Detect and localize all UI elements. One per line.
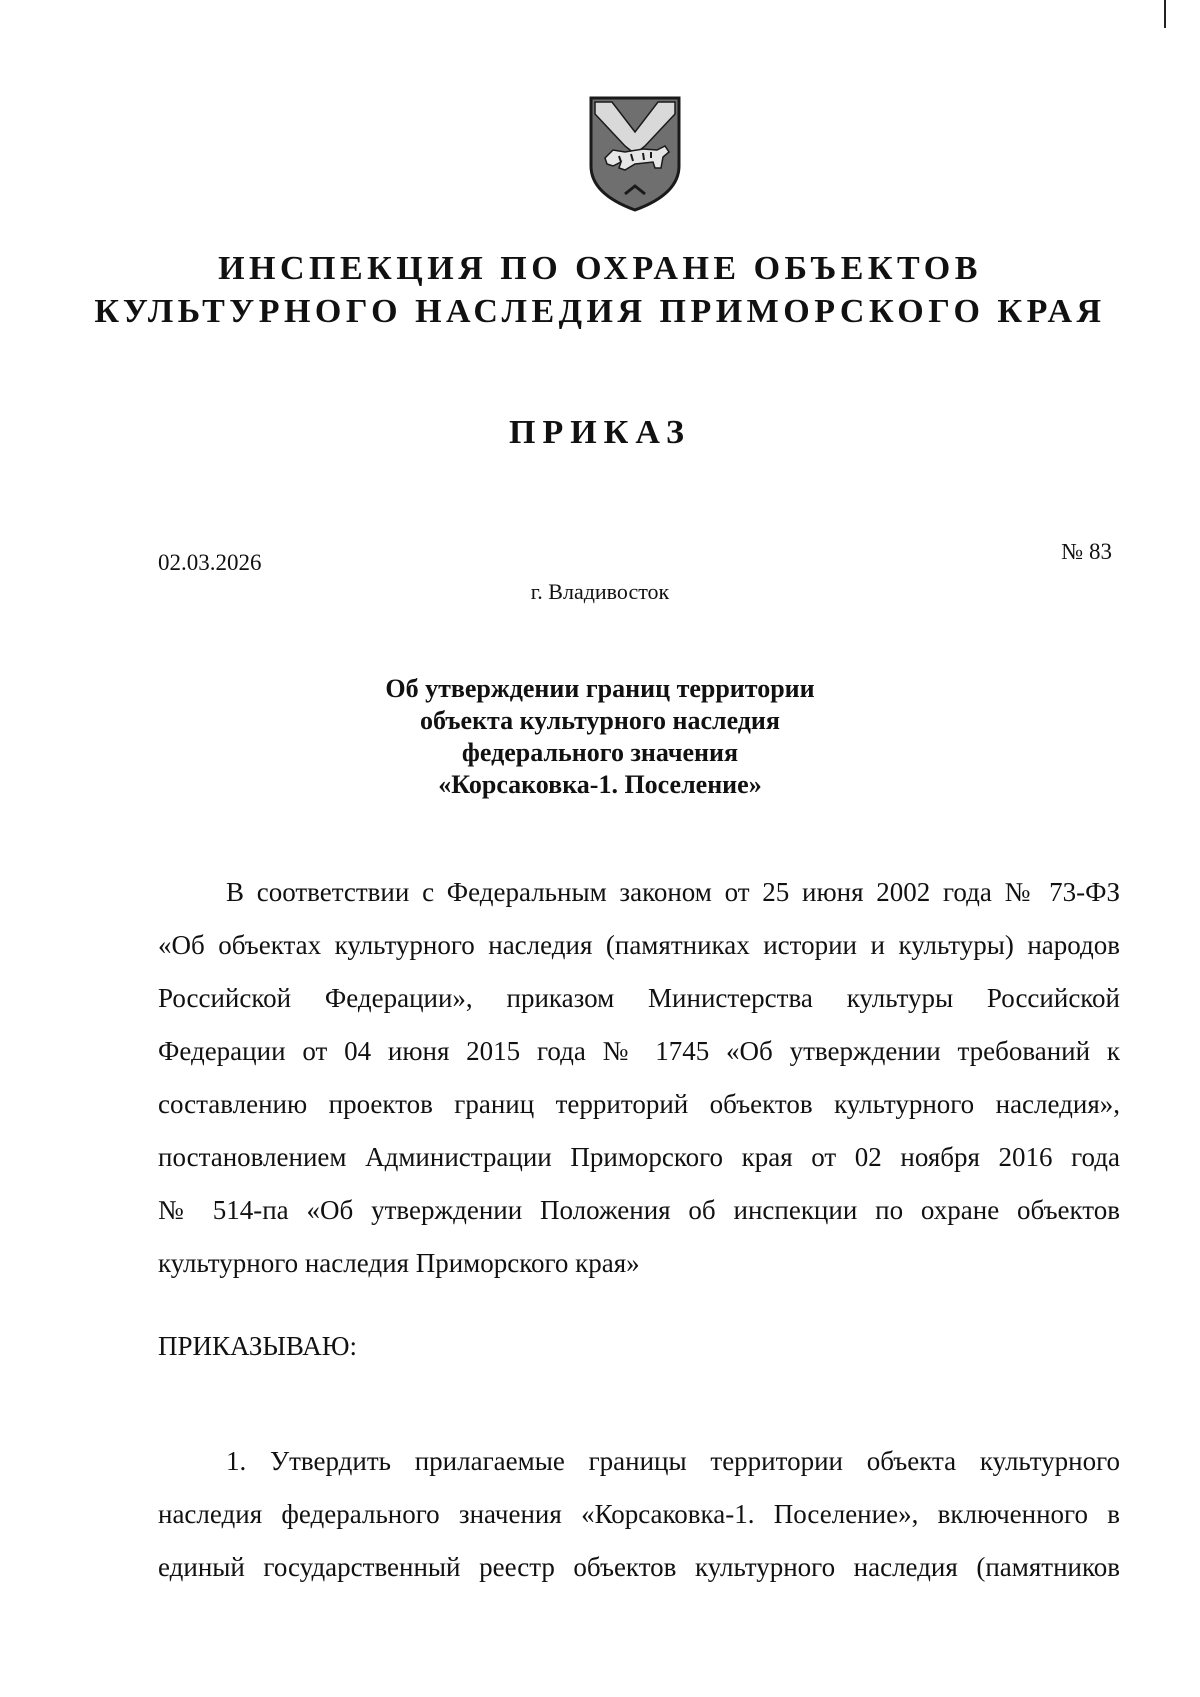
preamble-line: Российской Федерации», приказом Министерства культуры Российской: [158, 983, 1120, 1013]
preamble-line: «Об объектах культурного наследия (памятниках истории и культуры) народов: [158, 930, 1120, 960]
preamble-line: № 514-па «Об утверждении Положения об инспекции по охране объектов: [158, 1195, 1120, 1225]
order-item-1: [158, 1435, 1120, 1594]
order-item-line: единый государственный реестр объектов культурного наследия (памятников: [158, 1552, 1120, 1582]
preamble-line: составлению проектов границ территорий объектов культурного наследия»,: [158, 1089, 1120, 1119]
scan-edge-mark: [1164, 0, 1166, 28]
preamble-line: В соответствии с Федеральным законом от 25 июня 2002 года № 73-ФЗ: [226, 877, 1120, 907]
preamble-line: культурного наследия Приморского края»: [158, 1248, 640, 1278]
organization-name-line-1: ИНСПЕКЦИЯ ПО ОХРАНЕ ОБЪЕКТОВ: [218, 250, 982, 287]
order-title-line: Об утверждении границ территории: [385, 674, 815, 703]
order-directive: ПРИКАЗЫВАЮ:: [158, 1331, 357, 1361]
order-number: № 83: [1061, 539, 1112, 564]
coat-of-arms-icon: [585, 94, 685, 219]
organization-name-line-2: КУЛЬТУРНОГО НАСЛЕДИЯ ПРИМОРСКОГО КРАЯ: [94, 293, 1106, 330]
preamble-line: Федерации от 04 июня 2015 года № 1745 «Об утверждении требований к: [158, 1036, 1120, 1066]
issue-city: г. Владивосток: [530, 579, 670, 604]
order-date: 02.03.2026: [158, 550, 262, 575]
order-title-line: федерального значения: [461, 738, 739, 767]
preamble-line: постановлением Администрации Приморского края от 02 ноября 2016 года: [158, 1142, 1120, 1172]
order-title-line: «Корсаковка-1. Поселение»: [438, 770, 762, 799]
order-item-line: наследия федерального значения «Корсаковка-1. Поселение», включенного в: [158, 1499, 1120, 1529]
order-item-line: 1. Утвердить прилагаемые границы территории объекта культурного: [226, 1446, 1120, 1476]
document-type-heading: ПРИКАЗ: [509, 414, 691, 451]
order-title: [0, 673, 1200, 801]
preamble-paragraph: [158, 866, 1120, 1290]
order-title-line: объекта культурного наследия: [420, 706, 780, 735]
